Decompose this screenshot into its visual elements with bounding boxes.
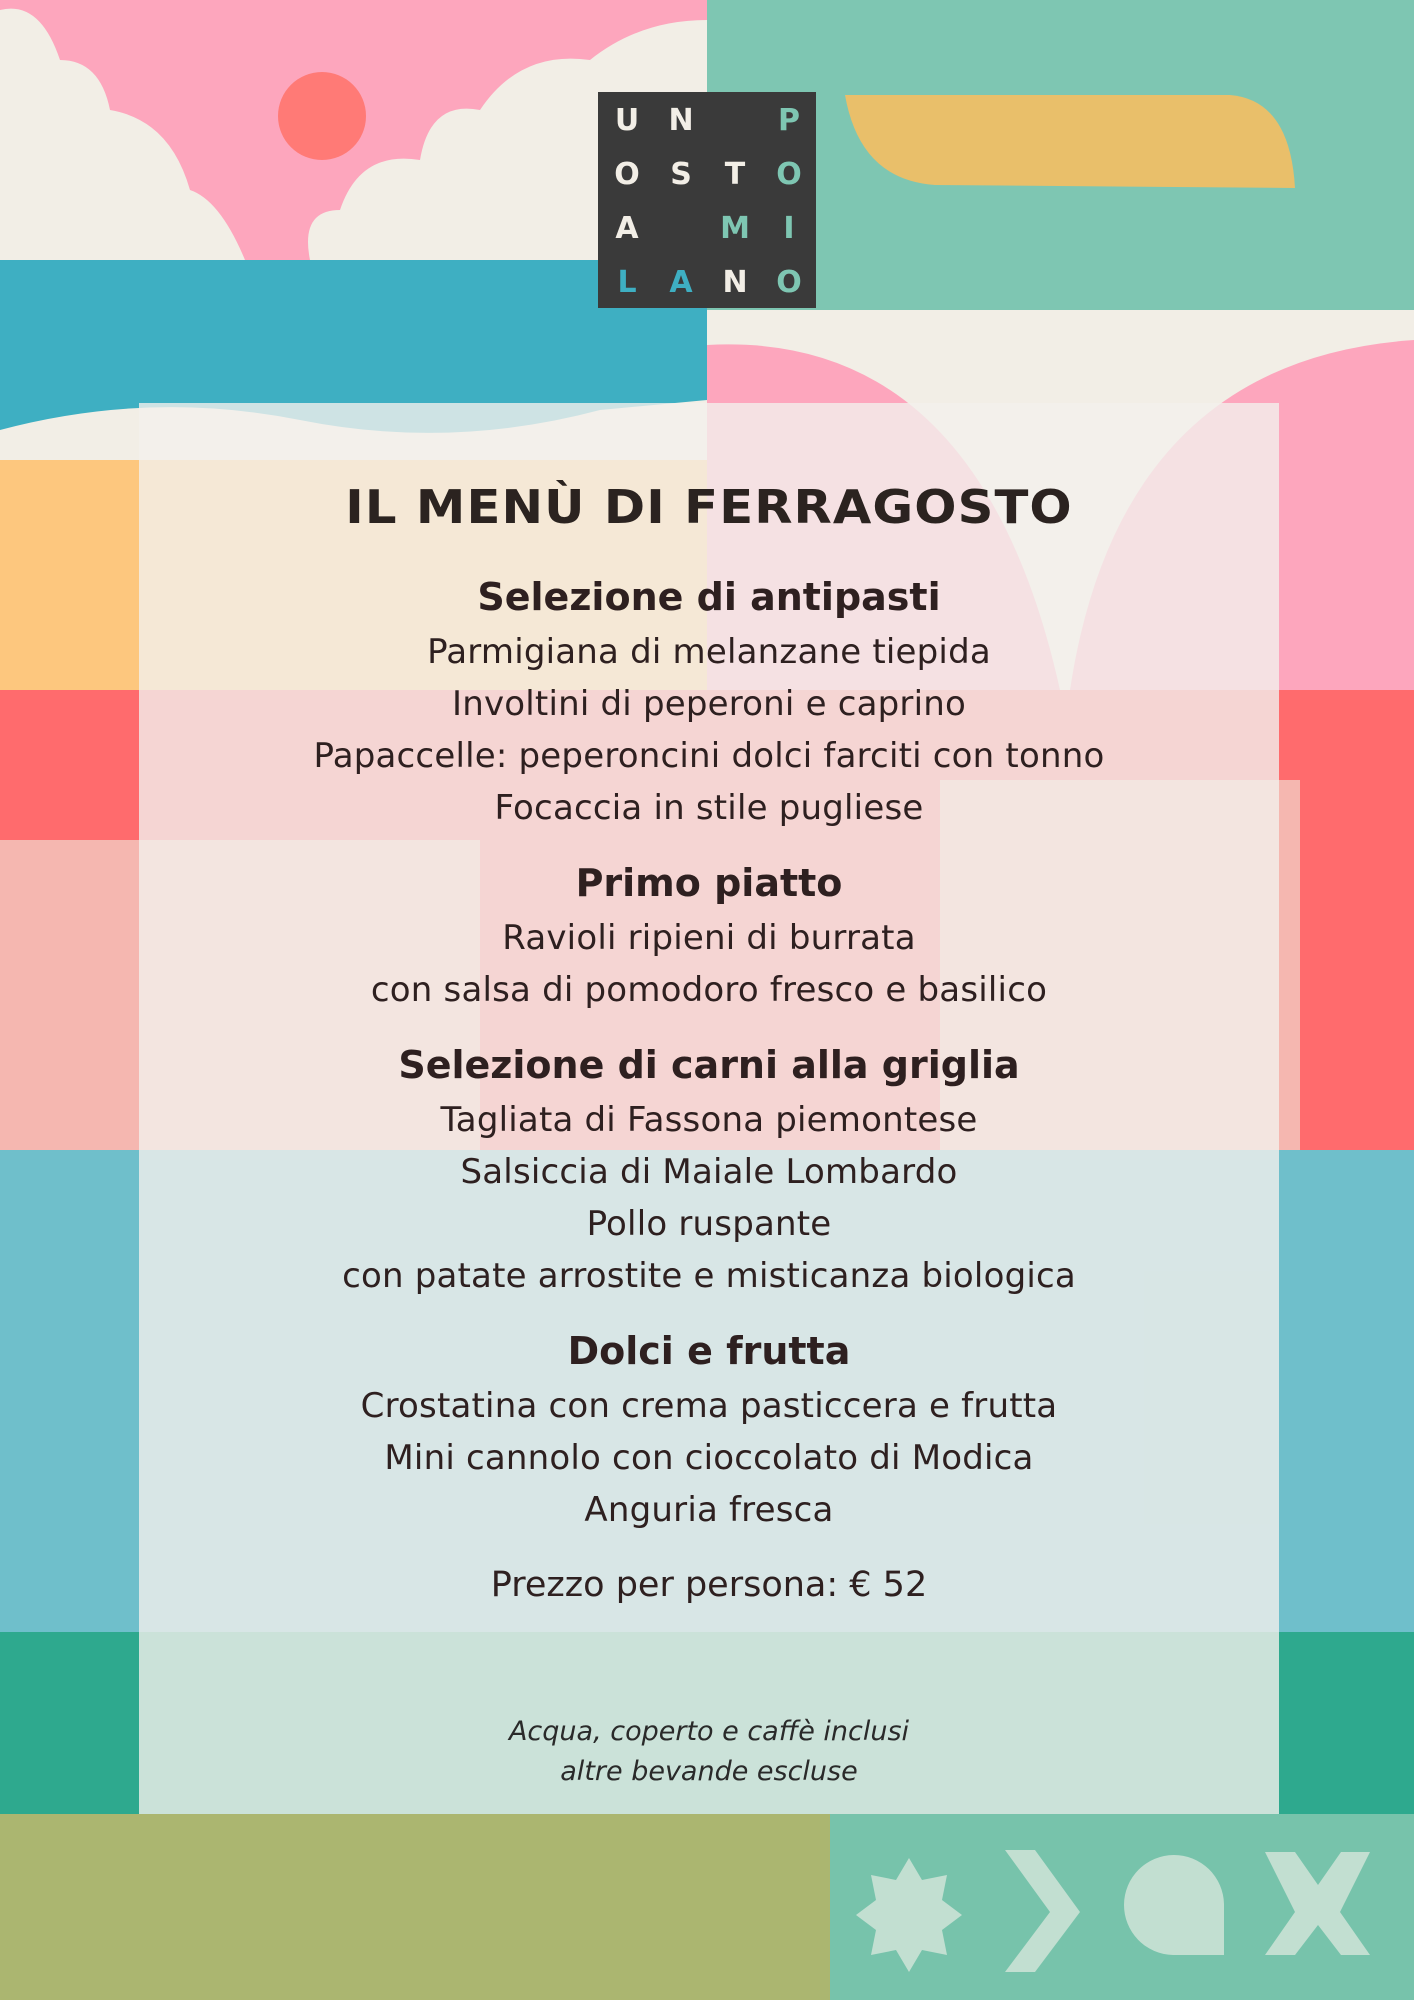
logo-letter: O (776, 157, 802, 192)
logo (598, 92, 816, 308)
note-line: altre bevande escluse (560, 1756, 858, 1787)
menu-content (139, 480, 1279, 1610)
section-dolci (139, 1326, 1279, 1536)
logo-letter: O (614, 157, 640, 192)
logo-letter: P (778, 103, 800, 138)
speech-bubble-icon (1124, 1855, 1224, 1955)
logo-letter: S (670, 157, 692, 192)
menu-item: Crostatina con crema pasticcera e frutta (360, 1386, 1058, 1426)
menu-item: Tagliata di Fassona piemontese (440, 1100, 978, 1140)
logo-letter: A (669, 265, 693, 300)
note-line: Acqua, coperto e caffè inclusi (508, 1716, 910, 1747)
menu-item: Papaccelle: peperoncini dolci farciti con tonno (313, 736, 1105, 776)
menu-item: con salsa di pomodoro fresco e basilico (370, 970, 1048, 1010)
section-primo (139, 858, 1279, 1016)
section-heading: Selezione di carni alla griglia (398, 1043, 1020, 1087)
menu-item: Parmigiana di melanzane tiepida (427, 632, 991, 672)
logo-letter: A (615, 211, 639, 246)
sun-shape (278, 72, 366, 160)
logo-letter: L (617, 265, 637, 300)
menu-title: IL MENÙ DI FERRAGOSTO (345, 480, 1073, 534)
logo-letter (658, 206, 704, 252)
yellow-shape (845, 95, 1295, 188)
logo-letter: M (720, 211, 750, 246)
menu-item: Ravioli ripieni di burrata (502, 918, 916, 958)
section-carni (139, 1040, 1279, 1302)
logo-letter: O (776, 265, 802, 300)
price-per-person: Prezzo per persona: € 52 (490, 1565, 928, 1605)
menu-item: con patate arrostite e misticanza biologica (342, 1256, 1076, 1296)
section-antipasti (139, 572, 1279, 834)
section-heading: Primo piatto (575, 861, 843, 905)
section-heading: Dolci e frutta (567, 1329, 851, 1373)
section-heading: Selezione di antipasti (477, 575, 941, 619)
logo-letter (712, 98, 758, 144)
logo-letter: T (724, 157, 746, 192)
menu-item: Focaccia in stile pugliese (494, 788, 924, 828)
menu-item: Involtini di peperoni e caprino (451, 684, 966, 724)
menu-item: Anguria fresca (584, 1490, 834, 1530)
logo-letter: N (722, 265, 748, 300)
logo-letter: N (668, 103, 694, 138)
logo-letter: U (614, 103, 640, 138)
menu-item: Pollo ruspante (586, 1204, 832, 1244)
menu-item: Mini cannolo con cioccolato di Modica (384, 1438, 1034, 1478)
notes (139, 1712, 1279, 1792)
menu-item: Salsiccia di Maiale Lombardo (460, 1152, 958, 1192)
logo-letter: I (783, 211, 795, 246)
